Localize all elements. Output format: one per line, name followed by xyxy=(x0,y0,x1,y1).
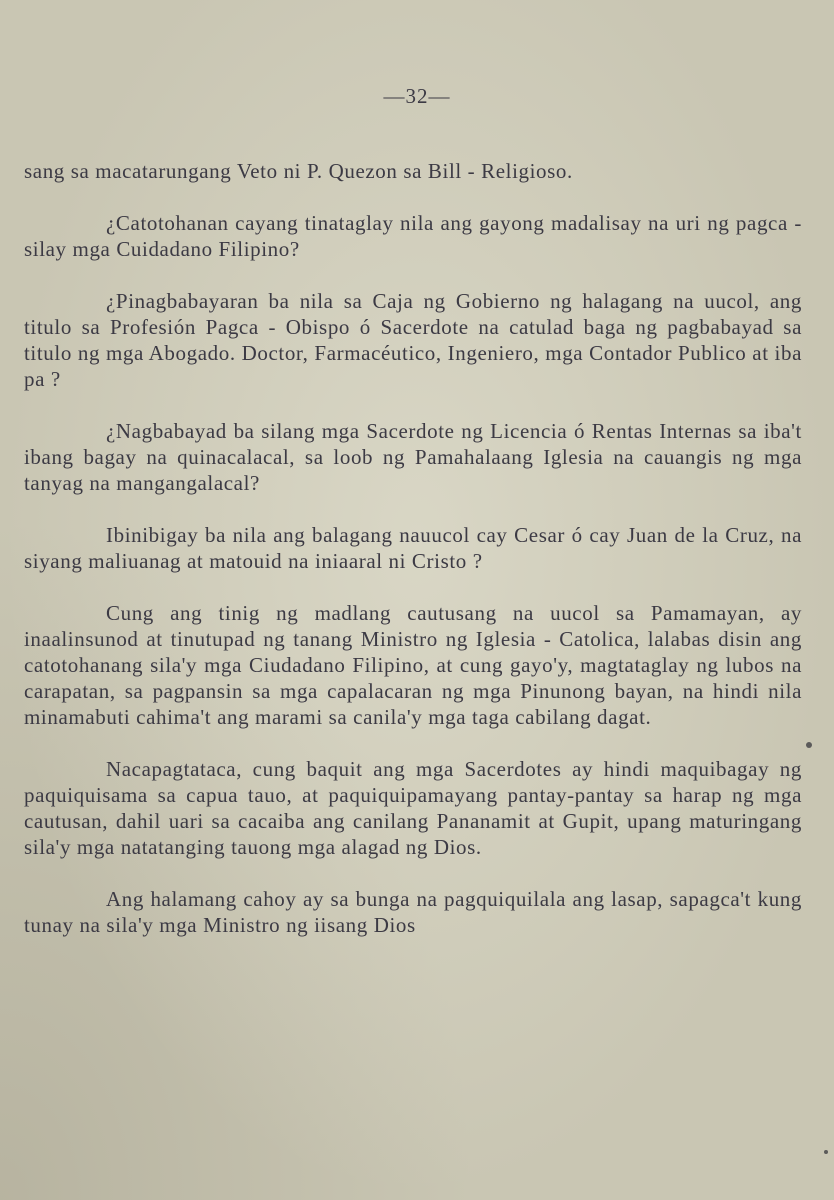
paragraph-7: Nacapagtataca, cung baquit ang mga Sacerdotes ay hindi maquibagay ng paquiquisama sa capua tauo, at paquiquipamayang pantay-pantay sa harap ng mga cautusan, dahil uari sa cacaiba ang canilang Pananamit at Gupit, upang maturingang sila'y mga natatanging tauong mga alagad ng Dios. xyxy=(24,757,802,859)
paragraph-5: Ibinibigay ba nila ang balagang nauucol cay Cesar ó cay Juan de la Cruz, na siyang maliuanag at matouid na iniaaral ni Cristo ? xyxy=(24,523,802,573)
ink-speck xyxy=(806,742,812,748)
paragraph-6: Cung ang tinig ng madlang cautusang na uucol sa Pamamayan, ay inaalinsunod at tinutupad ng tanang Ministro ng Iglesia - Catolica, lalabas disin ang catotohanang sila'y mga Ciudadano Filipino, at cung gayo'y, magtataglay ng lubos na carapatan, sa pagpansin sa mga capalacaran ng mga Pinunong bayan, na hindi nila minamabuti cahima't ang marami sa canila'y mga taga cabilang dagat. xyxy=(24,601,802,729)
paragraph-1: sang sa macatarungang Veto ni P. Quezon sa Bill - Religioso. xyxy=(24,159,573,183)
paragraph-8: Ang halamang cahoy ay sa bunga na pagquiquilala ang lasap, sapagca't kung tunay na sila'y mga Ministro ng iisang Dios xyxy=(24,887,802,937)
body-text xyxy=(24,158,802,938)
page-number: —32— xyxy=(383,84,451,108)
paragraph-2: ¿Catotohanan cayang tinataglay nila ang gayong madalisay na uri ng pagca - silay mga Cuidadano Filipino? xyxy=(24,211,802,261)
ink-speck xyxy=(824,1150,828,1154)
paragraph-3: ¿Pinagbabayaran ba nila sa Caja ng Gobierno ng halagang na uucol, ang titulo sa Profesión Pagca - Obispo ó Sacerdote na catulad baga ng pagbabayad sa titulo ng mga Abogado. Doctor, Farmacéutico, Ingeniero, mga Contador Publico at iba pa ? xyxy=(24,289,802,391)
paragraph-4: ¿Nagbabayad ba silang mga Sacerdote ng Licencia ó Rentas Internas sa iba't ibang bagay na quinacalacal, sa loob ng Pamahalaang Iglesia na cauangis ng mga tanyag na mangangalacal? xyxy=(24,419,802,495)
